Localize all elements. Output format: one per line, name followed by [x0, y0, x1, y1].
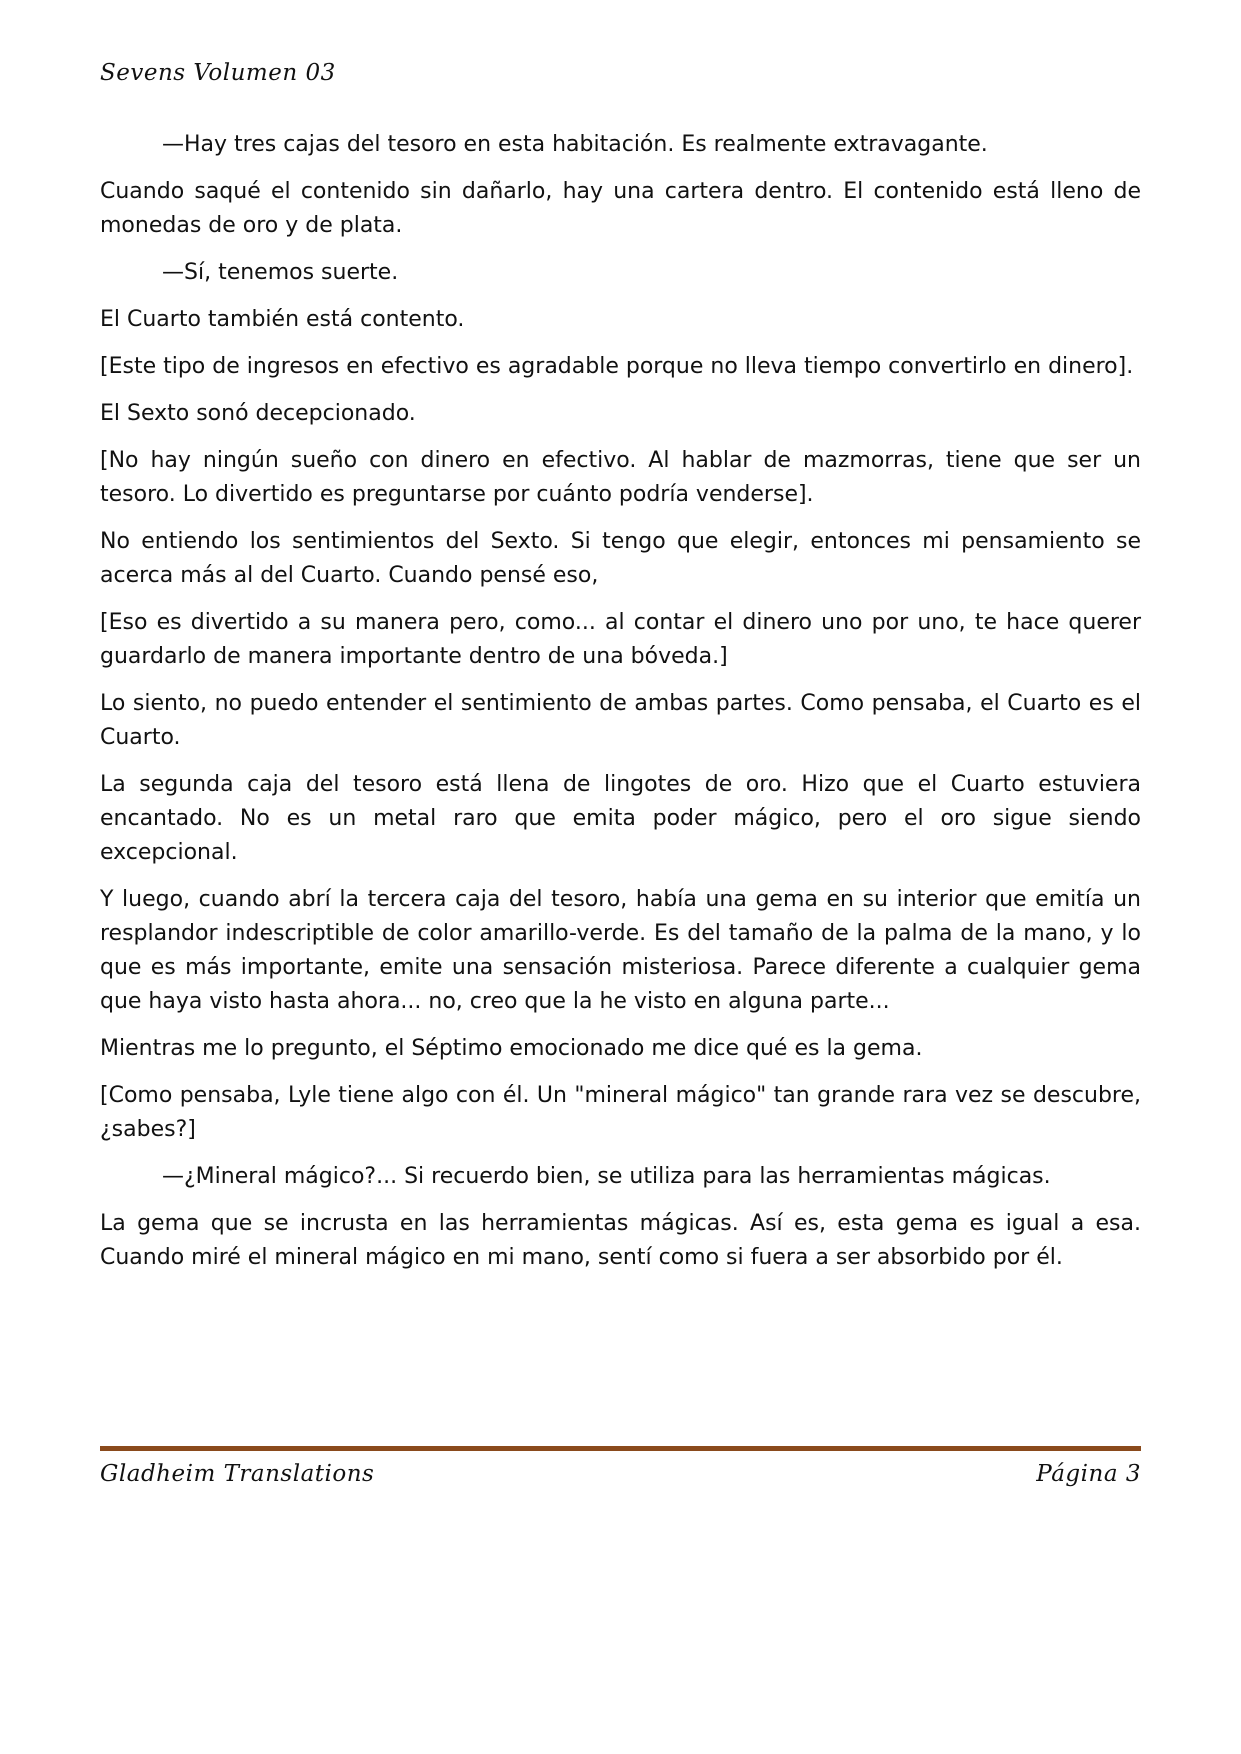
paragraph: Y luego, cuando abrí la tercera caja del tesoro, había una gema en su interior que emitía un resplandor indescriptible de color amarillo-verde. Es del tamaño de la palma de la mano, y lo que es más importante, emite una sensación misteriosa. Parece diferente a cualquier gema que haya visto hasta ahora... no, creo que la he visto en alguna parte... — [100, 887, 1141, 1014]
paragraph: La gema que se incrusta en las herramientas mágicas. Así es, esta gema es igual a esa. Cuando miré el mineral mágico en mi mano, sentí como si fuera a ser absorbido por él. — [100, 1211, 1141, 1270]
paragraph: Lo siento, no puedo entender el sentimiento de ambas partes. Como pensaba, el Cuarto es el Cuarto. — [100, 691, 1141, 750]
paragraph: —Hay tres cajas del tesoro en esta habitación. Es realmente extravagante. — [162, 132, 988, 157]
paragraph: —Sí, tenemos suerte. — [162, 260, 399, 285]
paragraph: El Cuarto también está contento. — [100, 307, 465, 332]
paragraph: Cuando saqué el contenido sin dañarlo, hay una cartera dentro. El contenido está lleno de monedas de oro y de plata. — [100, 179, 1141, 238]
paragraph: [Este tipo de ingresos en efectivo es agradable porque no lleva tiempo convertirlo en dinero]. — [100, 354, 1134, 379]
paragraph: Mientras me lo pregunto, el Séptimo emocionado me dice qué es la gema. — [100, 1036, 923, 1061]
paragraph: La segunda caja del tesoro está llena de lingotes de oro. Hizo que el Cuarto estuviera encantado. No es un metal raro que emita poder mágico, pero el oro sigue siendo excepcional. — [100, 772, 1141, 865]
page-header — [100, 60, 1141, 86]
paragraph: El Sexto sonó decepcionado. — [100, 401, 416, 426]
page-footer — [100, 1446, 1141, 1487]
paragraph: [Como pensaba, Lyle tiene algo con él. Un "mineral mágico" tan grande rara vez se descubre, ¿sabes?] — [100, 1083, 1141, 1142]
paragraph: [No hay ningún sueño con dinero en efectivo. Al hablar de mazmorras, tiene que ser un tesoro. Lo divertido es preguntarse por cuánto podría venderse]. — [100, 448, 1141, 507]
document-body — [100, 128, 1141, 1288]
page-header-title: Sevens Volumen 03 — [100, 60, 336, 86]
footer-row — [100, 1461, 1141, 1487]
footer-translator-credit: Gladheim Translations — [100, 1461, 375, 1487]
footer-page-number: Página 3 — [1036, 1461, 1141, 1487]
paragraph: No entiendo los sentimientos del Sexto. Si tengo que elegir, entonces mi pensamiento se acerca más al del Cuarto. Cuando pensé eso, — [100, 529, 1141, 588]
paragraph: —¿Mineral mágico?... Si recuerdo bien, se utiliza para las herramientas mágicas. — [162, 1164, 1051, 1189]
paragraph: [Eso es divertido a su manera pero, como... al contar el dinero uno por uno, te hace querer guardarlo de manera importante dentro de una bóveda.] — [100, 610, 1141, 669]
footer-divider — [100, 1446, 1141, 1451]
